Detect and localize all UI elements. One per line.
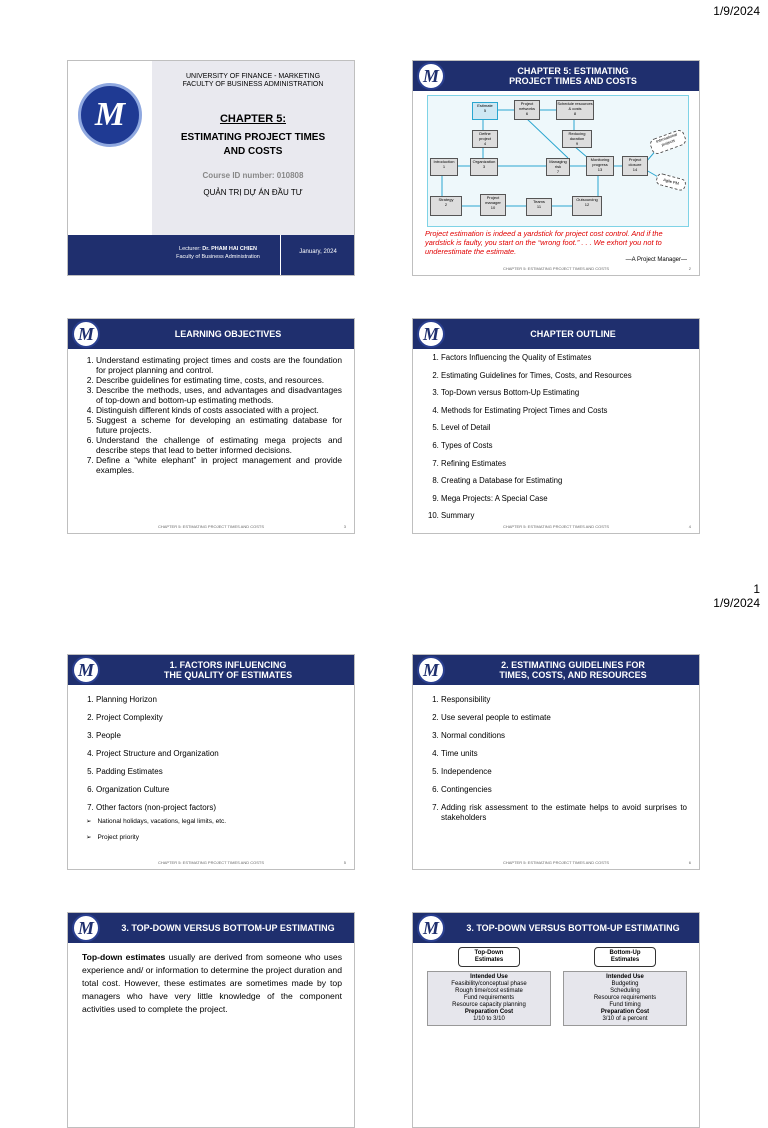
list-item: 1. Planning Horizon [96,695,342,705]
panel-item: 1/10 to 3/10 [473,1016,505,1022]
slide-title-line: TIMES, COSTS, AND RESOURCES [499,670,647,680]
diagram-tag: International projects [648,128,687,155]
list-item: 8. Creating a Database for Estimating [441,476,687,486]
list-item: 4. Methods for Estimating Project Times and Costs [441,406,687,416]
diagram-box: Reducing duration 9 [562,130,592,148]
list-item [86,803,342,843]
slide-header [68,913,354,943]
bold-lead: Top-down estimates [82,952,166,962]
list-item: 3. Describe the methods, uses, and advantages and disadvantages of top-down and bottom-up estimating methods. [96,385,342,405]
diagram-box: Teams 11 [526,198,552,216]
faculty-name: FACULTY OF BUSINESS ADMINISTRATION [182,81,324,88]
column-heading: Top-Down Estimates [458,947,520,967]
list-item-text: Other factors (non-project factors) [96,803,217,812]
outline-list [427,353,687,529]
page-date: 1/9/2024 [713,4,760,18]
diagram-box: Strategy 2 [430,196,462,216]
university-logo-icon: M [417,320,445,348]
slide-date: January, 2024 [299,249,337,255]
top-down-column [427,947,551,1026]
university-logo-icon: M [72,320,100,348]
list-item: 5. Level of Detail [441,423,687,433]
title-panel [152,61,354,235]
slide-header [413,61,699,91]
arrow-bullet-icon: ➢ [86,818,92,825]
list-item: 1. Responsibility [441,695,687,705]
slide-header [68,319,354,349]
list-item: 6. Understand the challenge of estimating mega projects and describe steps that lead to better informed decisions. [96,435,342,455]
objectives-list [82,355,342,475]
slide-header [413,655,699,685]
list-item: 4. Time units [441,749,687,759]
diagram-box: Introduction 1 [430,158,458,176]
diagram-box: Estimate 5 [472,102,498,120]
list-item: 5. Independence [441,767,687,777]
slide-chapter-diagram[interactable] [412,60,700,276]
sub-list-item [86,833,342,843]
panel-item: Rough time/cost estimate [455,988,523,994]
panel-item: Resource requirements [593,995,657,1001]
intended-use-panel [563,971,687,1026]
panel-item: Fund timing [609,1002,641,1008]
factors-list [82,695,342,851]
divider [280,235,281,275]
list-item: 3. People [96,731,342,741]
university-name: UNIVERSITY OF FINANCE - MARKETING [185,73,321,80]
list-item: 2. Estimating Guidelines for Times, Costs, and Resources [441,371,687,381]
university-logo-icon: M [417,62,445,90]
list-item: 7. Define a “white elephant” in project management and provide examples. [96,455,342,475]
slide-chapter-outline[interactable] [412,318,700,534]
university-logo-icon: M [417,914,445,942]
slide-top-down-text[interactable] [67,912,355,1128]
slide-title-text: 3. TOP-DOWN VERSUS BOTTOM-UP ESTIMATING [121,923,335,933]
course-name-vn: QUẢN TRỊ DỰ ÁN ĐẦU TƯ [203,188,303,197]
slide-title-text: CHAPTER OUTLINE [530,329,616,339]
paragraph-text: usually are derived from someone who uses experience and/ or information to determine the project duration and total cost. However, these estimates are sometimes made by top managers who have very little knowledge of the component activities used to complete the project. [82,952,342,1014]
list-item: 3. Normal conditions [441,731,687,741]
lecturer-prefix: Lecturer: [179,246,203,252]
panel-title: Preparation Cost [600,1009,650,1015]
slide-footer: CHAPTER 5: ESTIMATING PROJECT TIMES AND COSTS [502,524,609,529]
list-item: 7. Adding risk assessment to the estimate helps to avoid surprises to stakeholders [441,803,687,823]
chapter-title-line: AND COSTS [223,146,283,157]
list-item: 6. Organization Culture [96,785,342,795]
sub-list-item-text: Project priority [97,834,139,841]
list-item: 2. Use several people to estimate [441,713,687,723]
intended-use-panel [427,971,551,1026]
slide-header [413,319,699,349]
course-id: Course ID number: 010808 [202,171,304,180]
diagram-box: Monitoring progress 13 [586,156,614,176]
slide-header [413,913,699,943]
list-item: 4. Project Structure and Organization [96,749,342,759]
slide-footer: CHAPTER 5: ESTIMATING PROJECT TIMES AND COSTS [502,860,609,865]
diagram-box: Schedule resources & costs 8 [556,100,594,120]
list-item: 5. Padding Estimates [96,767,342,777]
university-logo-icon: M [72,914,100,942]
university-logo-icon: M [72,656,100,684]
bottom-up-column [563,947,687,1026]
diagram-box: Managing risk 7 [546,158,570,176]
slide-learning-objectives[interactable] [67,318,355,534]
diagram-box: Define project 4 [472,130,498,148]
lecturer-line [158,245,278,253]
slide-footer: CHAPTER 5: ESTIMATING PROJECT TIMES AND COSTS [502,266,609,271]
list-item: 4. Distinguish different kinds of costs associated with a project. [96,405,342,415]
panel-item: Budgeting [611,981,639,987]
sub-list-item [86,817,342,827]
list-item: 5. Suggest a scheme for developing an estimating database for future projects. [96,415,342,435]
title-logo-panel [68,61,152,235]
slide-footer: CHAPTER 5: ESTIMATING PROJECT TIMES AND COSTS [157,860,264,865]
list-item: 2. Describe guidelines for estimating time, costs, and resources. [96,375,342,385]
slide-title-line: PROJECT TIMES AND COSTS [509,76,637,86]
quote-attribution: —A Project Manager— [625,257,687,263]
slide-page-number: 5 [343,860,346,865]
slide-header [68,655,354,685]
slide-title-line: CHAPTER 5: ESTIMATING [517,66,629,76]
lecturer-faculty: Faculty of Business Administration [176,254,260,260]
panel-item: 3/10 of a percent [602,1016,648,1022]
list-item: 6. Contingencies [441,785,687,795]
lecturer-info [158,245,278,261]
panel-item: Scheduling [610,988,640,994]
panel-title: Intended Use [606,974,644,980]
slide-page-number: 4 [688,524,691,529]
chapter-title [152,131,354,159]
panel-title: Preparation Cost [464,1009,514,1015]
list-item: 2. Project Complexity [96,713,342,723]
slide-top-down-comparison[interactable] [412,912,700,1128]
list-item: 1. Understand estimating project times and costs are the foundation for project planning and control. [96,355,342,375]
slide-page-number: 3 [343,524,346,529]
quote-text: Project estimation is indeed a yardstick for project cost control. And if the yardstick is faulty, you start on the “wrong foot.” . . . We exhort you not to underestimate the estimate. [425,229,663,256]
slide-title[interactable] [67,60,355,276]
column-heading: Bottom-Up Estimates [594,947,656,967]
diagram-box: Outsourcing 12 [572,196,602,216]
page-date: 1/9/2024 [713,596,760,610]
panel-title: Intended Use [470,974,508,980]
slide-page-number: 6 [688,860,691,865]
list-item: 3. Top-Down versus Bottom-Up Estimating [441,388,687,398]
diagram-box: Project closure 14 [622,156,648,176]
university-logo-icon: M [417,656,445,684]
slide-footer: CHAPTER 5: ESTIMATING PROJECT TIMES AND COSTS [157,524,264,529]
lecturer-name: Dr. PHAM HAI CHIEN [202,246,257,252]
sub-list [82,817,342,843]
list-item: 9. Mega Projects: A Special Case [441,494,687,504]
slide-title-text: 3. TOP-DOWN VERSUS BOTTOM-UP ESTIMATING [466,923,680,933]
diagram-box: Project manager 10 [480,194,506,216]
slide-title-text: LEARNING OBJECTIVES [174,329,282,339]
slide-guidelines[interactable] [412,654,700,870]
page-number: 1 [753,582,760,596]
guidelines-list [427,695,687,831]
list-item: 10. Summary [441,511,687,521]
sub-list-item-text: National holidays, vacations, legal limits, etc. [97,818,227,825]
chapter-flow-diagram [427,95,689,227]
panel-item: Fund requirements [463,995,515,1001]
slide-page-number: 2 [688,266,691,271]
title-footer-bar [68,235,354,275]
list-item: 7. Refining Estimates [441,459,687,469]
chapter-title-line: ESTIMATING PROJECT TIMES [180,132,326,143]
panel-item: Resource capacity planning [452,1002,526,1008]
diagram-box: Project networks 6 [514,100,540,120]
list-item: 1. Factors Influencing the Quality of Estimates [441,353,687,363]
body-paragraph [82,951,342,1016]
diagram-box: Organization 3 [470,158,498,176]
slide-title-line: THE QUALITY OF ESTIMATES [163,670,293,680]
diagram-tag: Agile PM [655,172,687,191]
chapter-label: CHAPTER 5: [219,113,286,125]
arrow-bullet-icon: ➢ [86,834,92,841]
university-logo-icon: M [78,83,142,147]
slide-title-line: 2. ESTIMATING GUIDELINES FOR [501,660,645,670]
panel-item: Feasibility/conceptual phase [451,981,527,987]
list-item: 6. Types of Costs [441,441,687,451]
slide-factors[interactable] [67,654,355,870]
slide-title-line: 1. FACTORS INFLUENCING [169,660,287,670]
